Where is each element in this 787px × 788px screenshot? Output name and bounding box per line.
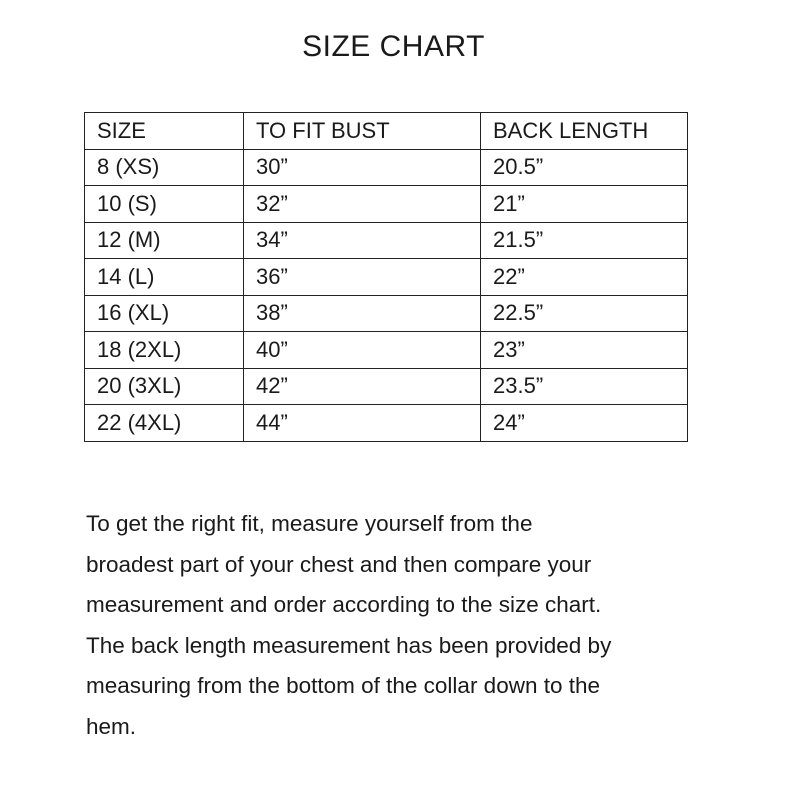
cell-bust: 30” <box>244 149 481 186</box>
cell-bust: 32” <box>244 186 481 223</box>
table-row <box>85 405 688 442</box>
header-back-length: BACK LENGTH <box>481 113 688 150</box>
page-title: SIZE CHART <box>302 30 485 63</box>
cell-bust: 36” <box>244 259 481 296</box>
cell-size: 22 (4XL) <box>85 405 244 442</box>
table-row <box>85 295 688 332</box>
cell-back-length: 22” <box>481 259 688 296</box>
size-chart-table <box>84 112 688 442</box>
fit-instructions-line: The back length measurement has been provided by <box>86 632 612 658</box>
cell-size: 18 (2XL) <box>85 332 244 369</box>
header-to-fit-bust: TO FIT BUST <box>244 113 481 150</box>
cell-back-length: 21.5” <box>481 222 688 259</box>
fit-instructions-line: measuring from the bottom of the collar down to the <box>86 673 601 698</box>
cell-size: 14 (L) <box>85 259 244 296</box>
cell-bust: 40” <box>244 332 481 369</box>
table-row <box>85 259 688 296</box>
header-size: SIZE <box>85 113 244 150</box>
fit-instructions-line: To get the right fit, measure yourself from the <box>86 511 533 536</box>
cell-bust: 42” <box>244 368 481 405</box>
cell-back-length: 23” <box>481 332 688 369</box>
table-row <box>85 368 688 405</box>
cell-bust: 44” <box>244 405 481 442</box>
cell-size: 8 (XS) <box>85 149 244 186</box>
cell-size: 10 (S) <box>85 186 244 223</box>
table-row <box>85 149 688 186</box>
cell-back-length: 22.5” <box>481 295 688 332</box>
cell-size: 20 (3XL) <box>85 368 244 405</box>
cell-size: 16 (XL) <box>85 295 244 332</box>
cell-bust: 38” <box>244 295 481 332</box>
table-header-row <box>85 113 688 150</box>
cell-bust: 34” <box>244 222 481 259</box>
fit-instructions-line: hem. <box>86 713 137 739</box>
fit-instructions-line: broadest part of your chest and then compare your <box>86 551 592 577</box>
cell-back-length: 23.5” <box>481 368 688 405</box>
table-row <box>85 222 688 259</box>
table-row <box>85 186 688 223</box>
cell-back-length: 21” <box>481 186 688 223</box>
table-row <box>85 332 688 369</box>
cell-back-length: 20.5” <box>481 149 688 186</box>
fit-instructions <box>86 504 736 747</box>
cell-size: 12 (M) <box>85 222 244 259</box>
cell-back-length: 24” <box>481 405 688 442</box>
fit-instructions-line: measurement and order according to the size chart. <box>86 592 602 617</box>
